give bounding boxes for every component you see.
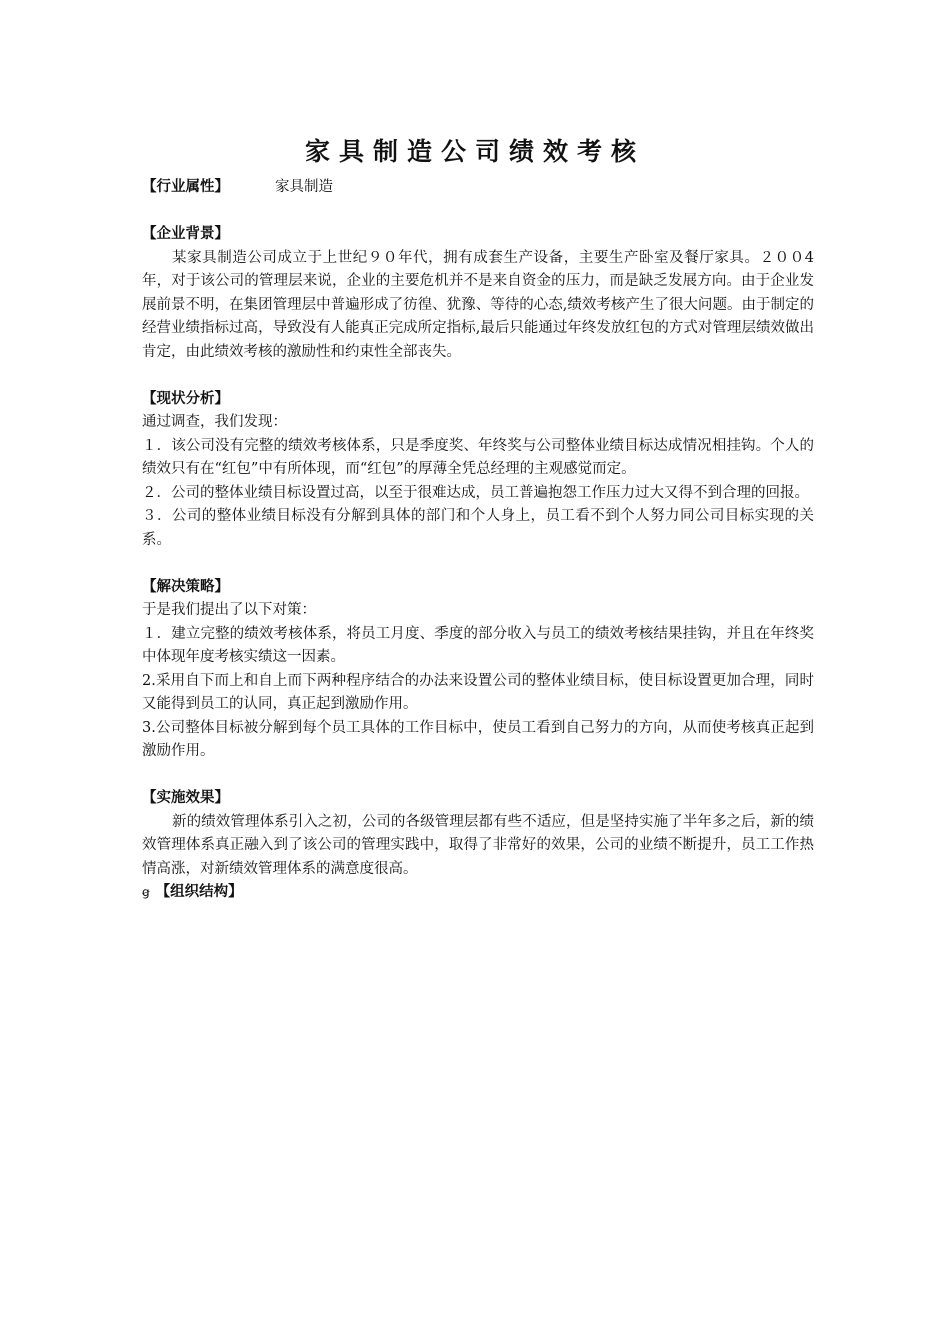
analysis-intro: 通过调查，我们发现： [142, 414, 287, 430]
effect-heading: 【实施效果】 [142, 790, 229, 806]
background-heading: 【企业背景】 [142, 226, 229, 242]
industry-row [142, 176, 814, 200]
analysis-item-1: １．该公司没有完整的绩效考核体系，只是季度奖、年终奖与公司整体业绩目标达成情况相挂钩。个人的绩效只有在“红包”中有所体现，而“红包”的厚薄全凭总经理的主观感觉而定。 [142, 437, 814, 477]
anchor-marker-icon: ꞡ [142, 885, 150, 899]
strategy-item-1: １．建立完整的绩效考核体系，将员工月度、季度的部分收入与员工的绩效考核结果挂钩，并且在年终奖中体现年度考核实绩这一因素。 [142, 625, 814, 665]
org-heading: 【组织结构】 [155, 884, 243, 900]
effect-text: 新的绩效管理体系引入之初，公司的各级管理层都有些不适应，但是坚持实施了半年多之后，新的绩效管理体系真正融入到了该公司的管理实践中，取得了非常好的效果，公司的业绩不断提升，员工工作热情高涨，对新绩效管理体系的满意度很高。 [142, 813, 814, 877]
background-text: 某家具制造公司成立于上世纪９０年代，拥有成套生产设备，主要生产卧室及餐厅家具。２００4年，对于该公司的管理层来说，企业的主要危机并不是来自资金的压力，而是缺乏发展方向。由于企业发展前景不明，在集团管理层中普遍形成了彷徨、犹豫、等待的心态,绩效考核产生了很大问题。由于制定的经营业绩指标过高，导致没有人能真正完成所定指标,最后只能通过年终发放红包的方式对管理层绩效做出肯定，由此绩效考核的激励性和约束性全部丧失。 [142, 249, 814, 360]
document-body [142, 176, 814, 905]
strategy-item-2: 2.采用自下而上和自上而下两种程序结合的办法来设置公司的整体业绩目标，使目标设置更加合理，同时又能得到员工的认同，真正起到激励作用。 [142, 672, 814, 712]
strategy-item-3: 3.公司整体目标被分解到每个员工具体的工作目标中，使员工看到自己努力的方向，从而使考核真正起到激励作用。 [142, 719, 814, 759]
analysis-item-3: ３．公司的整体业绩目标没有分解到具体的部门和个人身上，员工看不到个人努力同公司目标实现的关系。 [142, 508, 814, 548]
document-title: 家具制造公司绩效考核 [304, 137, 645, 166]
industry-value: 家具制造 [275, 179, 333, 195]
analysis-heading: 【现状分析】 [142, 390, 229, 407]
analysis-item-2: ２．公司的整体业绩目标设置过高，以至于很难达成，员工普遍抱怨工作压力过大又得不到合理的回报。 [142, 484, 809, 501]
org-row [142, 881, 814, 905]
strategy-heading: 【解决策略】 [142, 578, 229, 595]
strategy-intro: 于是我们提出了以下对策： [142, 602, 316, 618]
industry-label: 【行业属性】 [142, 179, 229, 195]
